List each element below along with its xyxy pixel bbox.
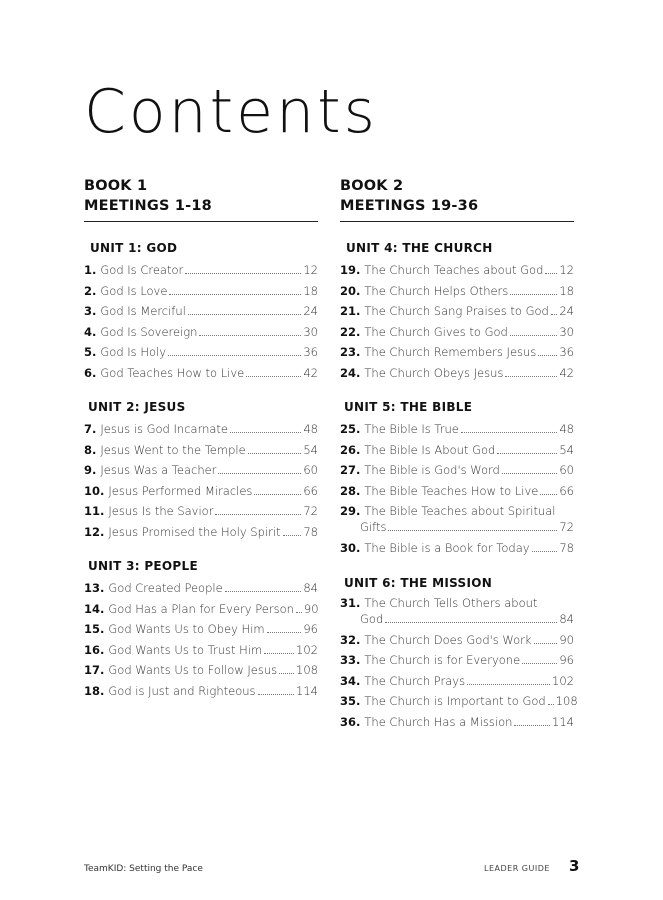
page-ref: 72 (303, 504, 318, 518)
meeting-title: God Has a Plan for Every Person (108, 601, 294, 616)
page-ref: 12 (559, 263, 574, 277)
meeting-title: The Church Sang Praises to God (364, 304, 549, 318)
toc-entry[interactable] (340, 260, 574, 281)
meeting-title: The Bible Teaches How to Live (364, 483, 539, 498)
meeting-title: The Church Tells Others about (364, 595, 538, 610)
dot-leader (532, 551, 558, 552)
toc-entry[interactable] (340, 322, 574, 343)
meeting-title: God Is Sovereign (100, 324, 198, 339)
dot-leader (540, 494, 557, 495)
meetings-range: MEETINGS 1-18 (84, 198, 212, 214)
footer-guide-label: LEADER GUIDE (484, 864, 550, 873)
toc-entry[interactable] (84, 599, 318, 620)
meeting-number: 15. (84, 622, 105, 636)
toc-entry[interactable] (84, 681, 318, 702)
toc-entry[interactable] (340, 342, 574, 363)
toc-entry[interactable] (84, 660, 318, 681)
meeting-title-continued: God (360, 611, 384, 626)
meeting-number: 14. (84, 601, 105, 616)
toc-entry-line-1 (340, 595, 574, 611)
page-ref: 108 (555, 694, 578, 708)
meeting-number: 33. (340, 653, 361, 667)
toc-entry[interactable] (84, 522, 318, 543)
unit-title: UNIT 1: GOD (90, 241, 178, 255)
page-ref: 60 (559, 463, 574, 477)
toc-entry[interactable] (84, 260, 318, 281)
dot-leader (545, 273, 557, 274)
meeting-title: Jesus Promised the Holy Spirit (108, 524, 281, 539)
meeting-number: 6. (84, 365, 97, 380)
page-ref: 60 (303, 463, 318, 477)
page-ref: 96 (303, 622, 318, 636)
toc-entry[interactable] (84, 578, 318, 599)
meeting-title: The Church is Important to God (364, 694, 546, 708)
dot-leader (225, 591, 302, 592)
meeting-number: 10. (84, 483, 105, 498)
dot-leader (188, 314, 302, 315)
meeting-number: 12. (84, 524, 105, 539)
book-label: BOOK 1 (84, 178, 148, 194)
page-ref: 24 (303, 304, 318, 318)
dot-leader (296, 612, 302, 613)
meeting-number: 25. (340, 422, 361, 436)
toc-entry[interactable] (84, 301, 318, 322)
toc-entry[interactable] (84, 342, 318, 363)
unit-title: UNIT 5: THE BIBLE (344, 400, 473, 414)
meeting-title-continued: Gifts (360, 520, 387, 534)
meeting-number: 17. (84, 663, 105, 677)
toc-entry[interactable] (340, 712, 574, 733)
meeting-title: Jesus Was a Teacher (100, 463, 217, 477)
meeting-title: The Bible is a Book for Today (364, 541, 530, 555)
meeting-number: 8. (84, 442, 97, 457)
dot-leader (168, 355, 301, 356)
unit-section (340, 399, 574, 559)
page-ref: 12 (303, 263, 318, 277)
meeting-title: God is Just and Righteous (108, 683, 256, 698)
dot-leader (169, 294, 301, 295)
page-ref: 54 (303, 442, 318, 457)
toc-entry-line-2 (340, 611, 574, 627)
unit-title: UNIT 4: THE CHURCH (346, 241, 493, 255)
page-ref: 48 (303, 422, 318, 436)
meeting-title: The Bible Teaches about Spiritual (364, 504, 556, 518)
toc-entry-line-2 (340, 519, 574, 535)
unit-section (84, 240, 318, 383)
page-ref: 90 (303, 601, 319, 616)
toc-entry-line-1 (340, 503, 574, 519)
dot-leader (385, 622, 557, 623)
meeting-title: God Is Love (100, 283, 168, 298)
page-ref: 96 (559, 653, 574, 667)
meeting-title: The Church Prays (364, 673, 466, 688)
dot-leader (502, 473, 558, 474)
page-ref: 18 (559, 283, 574, 298)
meeting-title: God Created People (108, 581, 223, 595)
unit-section (84, 558, 318, 701)
meeting-number: 35. (340, 694, 361, 708)
meeting-title: The Bible Is About God (364, 442, 496, 457)
book-heading (340, 176, 574, 222)
toc-entry[interactable] (84, 322, 318, 343)
meeting-number: 23. (340, 345, 361, 359)
toc-entry[interactable] (340, 671, 574, 692)
toc-entry[interactable] (340, 481, 574, 502)
footer-publication-title: TeamKID: Setting the Pace (84, 864, 203, 874)
toc-entry[interactable] (340, 301, 574, 322)
meeting-title: The Church Gives to God (364, 324, 508, 339)
dot-leader (497, 453, 557, 454)
page-ref: 78 (559, 541, 574, 555)
dot-leader (264, 653, 294, 654)
meeting-title: The Church Has a Mission (364, 714, 513, 729)
book-heading (84, 176, 318, 222)
page-ref: 90 (559, 632, 574, 647)
dot-leader (258, 694, 295, 695)
meeting-title: The Church Obeys Jesus (364, 365, 504, 380)
dot-leader (185, 273, 301, 274)
dot-leader (548, 704, 554, 705)
meeting-title: Jesus Is the Savior (108, 504, 214, 518)
meeting-number: 20. (340, 283, 361, 298)
meeting-number: 19. (340, 263, 361, 277)
dot-leader (230, 432, 301, 433)
meeting-title: Jesus is God Incarnate (100, 422, 229, 436)
toc-entry[interactable] (340, 538, 574, 559)
dot-leader (218, 473, 301, 474)
meeting-title: God Teaches How to Live (100, 365, 245, 380)
meeting-number: 31. (340, 595, 361, 610)
page-number: 3 (569, 857, 580, 875)
page-ref: 84 (303, 581, 318, 595)
meeting-number: 22. (340, 324, 361, 339)
page-ref: 42 (559, 365, 574, 380)
meeting-number: 27. (340, 463, 361, 477)
dot-leader (246, 376, 301, 377)
toc-entry[interactable] (84, 481, 318, 502)
book-1-column (84, 176, 318, 717)
meeting-title: God Is Merciful (100, 304, 186, 318)
meeting-number: 16. (84, 642, 105, 657)
page-ref: 30 (559, 324, 574, 339)
dot-leader (215, 514, 301, 515)
meeting-title: The Church Teaches about God (364, 263, 544, 277)
meeting-title: The Church Remembers Jesus (364, 345, 537, 359)
toc-entry[interactable] (84, 419, 318, 440)
unit-title: UNIT 3: PEOPLE (88, 559, 198, 573)
meeting-title: God Wants Us to Obey Him (108, 622, 265, 636)
toc-entry[interactable] (340, 363, 574, 384)
page-ref: 102 (296, 642, 318, 657)
meeting-number: 2. (84, 283, 97, 298)
meeting-number: 18. (84, 683, 105, 698)
page-ref: 48 (559, 422, 574, 436)
page-title: Contents (84, 77, 378, 147)
meeting-number: 21. (340, 304, 361, 318)
meeting-title: God Is Holy (100, 345, 167, 359)
page-ref: 66 (559, 483, 574, 498)
meeting-title: Jesus Performed Miracles (108, 483, 253, 498)
page-ref: 114 (552, 714, 574, 729)
page-ref: 36 (559, 345, 574, 359)
page-ref: 108 (296, 663, 318, 677)
dot-leader (199, 335, 301, 336)
toc-entry[interactable] (84, 363, 318, 384)
toc-entry[interactable] (340, 650, 574, 671)
dot-leader (461, 432, 558, 433)
page-ref: 54 (559, 442, 574, 457)
meeting-number: 3. (84, 304, 97, 318)
dot-leader (279, 673, 294, 674)
meeting-number: 1. (84, 263, 97, 277)
meeting-title: The Bible Is True (364, 422, 459, 436)
meeting-title: God Wants Us to Follow Jesus (108, 663, 278, 677)
meeting-title: The Church Does God's Work (364, 632, 532, 647)
toc-entry[interactable] (340, 503, 574, 535)
meeting-number: 36. (340, 714, 361, 729)
dot-leader (522, 663, 557, 664)
toc-entry[interactable] (84, 440, 318, 461)
toc-entry[interactable] (340, 419, 574, 440)
page-ref: 72 (559, 520, 574, 534)
meeting-title: The Church is for Everyone (364, 653, 521, 667)
dot-leader (534, 643, 558, 644)
meeting-number: 28. (340, 483, 361, 498)
dot-leader (538, 355, 557, 356)
page-ref: 30 (303, 324, 318, 339)
meeting-number: 11. (84, 504, 105, 518)
book-label: BOOK 2 (340, 178, 404, 194)
toc-entry[interactable] (340, 630, 574, 651)
dot-leader (510, 294, 557, 295)
meeting-number: 30. (340, 541, 361, 555)
meeting-number: 9. (84, 463, 97, 477)
dot-leader (551, 314, 558, 315)
meetings-range: MEETINGS 19-36 (340, 198, 479, 214)
unit-section (340, 240, 574, 383)
page-ref: 36 (303, 345, 318, 359)
toc-entry[interactable] (340, 691, 578, 712)
dot-leader (510, 335, 558, 336)
meeting-number: 29. (340, 504, 361, 518)
dot-leader (248, 453, 302, 454)
meeting-number: 24. (340, 365, 361, 380)
page-ref: 66 (303, 483, 318, 498)
meeting-number: 5. (84, 345, 97, 359)
toc-entry[interactable] (340, 281, 574, 302)
toc-entry[interactable] (84, 460, 318, 481)
toc-entry[interactable] (84, 640, 318, 661)
meeting-title: Jesus Went to the Temple (100, 442, 246, 457)
dot-leader (254, 494, 301, 495)
dot-leader (283, 535, 302, 536)
page-ref: 84 (559, 611, 574, 626)
dot-leader (388, 530, 557, 531)
toc-entry[interactable] (84, 281, 318, 302)
toc-entry[interactable] (84, 501, 318, 522)
meeting-number: 4. (84, 324, 97, 339)
toc-entry[interactable] (340, 460, 574, 481)
dot-leader (467, 684, 550, 685)
dot-leader (267, 632, 302, 633)
unit-section (340, 575, 578, 733)
unit-section (84, 399, 318, 542)
page-ref: 42 (303, 365, 318, 380)
page-ref: 102 (552, 673, 574, 688)
page-ref: 78 (303, 524, 318, 539)
toc-entry[interactable] (340, 440, 574, 461)
dot-leader (505, 376, 557, 377)
meeting-title: God Wants Us to Trust Him (108, 642, 263, 657)
book-2-column (340, 176, 578, 748)
toc-entry[interactable] (84, 619, 318, 640)
page-ref: 24 (559, 304, 574, 318)
meeting-number: 32. (340, 632, 361, 647)
page-ref: 114 (296, 683, 318, 698)
meeting-title: The Church Helps Others (364, 283, 509, 298)
meeting-title: The Bible is God's Word (364, 463, 500, 477)
meeting-number: 34. (340, 673, 361, 688)
unit-title: UNIT 2: JESUS (88, 400, 186, 414)
dot-leader (514, 725, 550, 726)
meeting-number: 26. (340, 442, 361, 457)
page-ref: 18 (303, 283, 318, 298)
meeting-number: 13. (84, 581, 105, 595)
unit-title: UNIT 6: THE MISSION (344, 575, 493, 590)
meeting-title: God Is Creator (100, 263, 184, 277)
meeting-number: 7. (84, 422, 97, 436)
toc-entry[interactable] (340, 595, 574, 627)
